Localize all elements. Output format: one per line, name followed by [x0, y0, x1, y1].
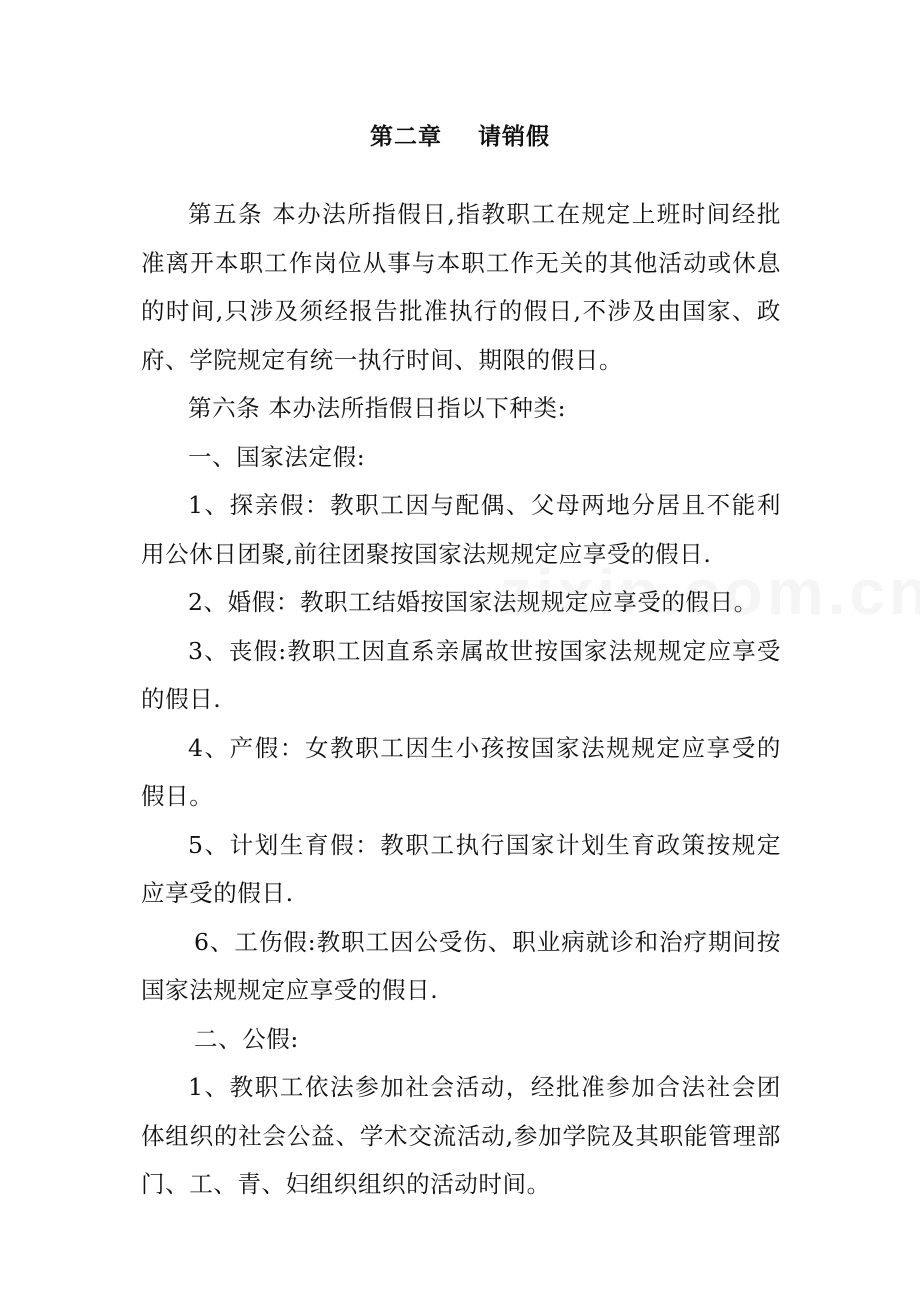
chapter-title: 第二章 请销假 [369, 123, 551, 150]
item-bereavement-leave: 3、丧假:教职工因直系亲属故世按国家法规规定应享受的假日. [141, 636, 781, 713]
section-statutory-leave-heading: 一、国家法定假: [188, 442, 366, 471]
item-family-visit-leave: 1、探亲假：教职工因与配偶、父母两地分居且不能利用公休日团聚,前往团聚按国家法规规定应享受的假日. [141, 491, 781, 568]
item-family-planning-leave: 5、计划生育假：教职工执行国家计划生育政策按规定应享受的假日. [141, 830, 781, 907]
item-work-injury-leave: 6、工伤假:教职工因公受伤、职业病就诊和治疗期间按国家法规规定应享受的假日. [141, 927, 781, 1004]
item-social-activity-leave: 1、教职工依法参加社会活动，经批准参加合法社会团体组织的社会公益、学术交流活动,参加学院及其职能管理部门、工、青、妇组织组织的活动时间。 [141, 1073, 781, 1198]
item-marriage-leave: 2、婚假：教职工结婚按国家法规规定应享受的假日。 [188, 588, 758, 616]
article-5-paragraph: 第五条 本办法所指假日,指教职工在规定上班时间经批准离开本职工作岗位从事与本职工作无关的其他活动或休息的时间,只涉及须经报告批准执行的假日,不涉及由国家、政府、学院规定有统一执行时间、期限的假日。 [141, 200, 781, 374]
section-official-leave-heading: 二、公假: [194, 1024, 299, 1053]
item-maternity-leave: 4、产假：女教职工因生小孩按国家法规规定应享受的假日。 [141, 733, 781, 810]
article-6-paragraph: 第六条 本办法所指假日指以下种类: [188, 394, 567, 422]
document-body [141, 190, 781, 1209]
